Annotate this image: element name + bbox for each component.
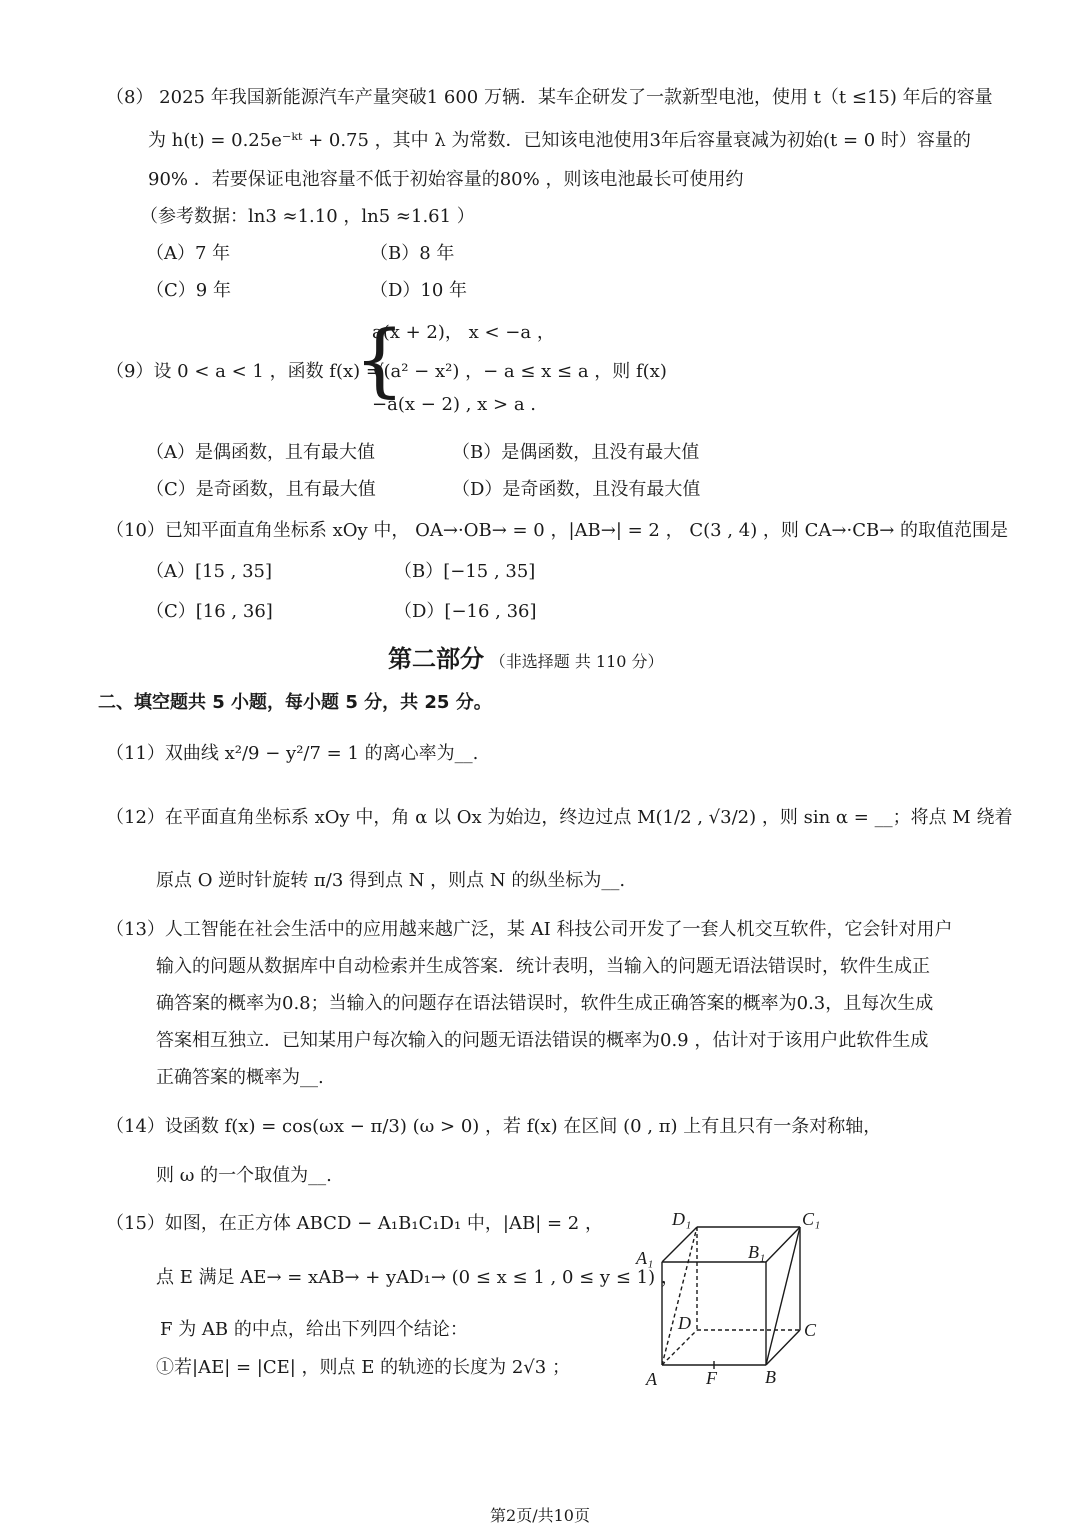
q9-option-a: （A）是偶函数，且有最大值 bbox=[146, 442, 375, 463]
q13-line3: 确答案的概率为0.8；当输入的问题存在语法错误时，软件生成正确答案的概率为0.3，且每次生成 bbox=[156, 993, 934, 1014]
section-heading: 二、填空题共 5 小题，每小题 5 分，共 25 分。 bbox=[98, 692, 492, 713]
label-b1: B₁ bbox=[748, 1242, 766, 1262]
q10-option-b: （B）[−15 , 35] bbox=[394, 561, 536, 582]
label-c1: C₁ bbox=[802, 1209, 821, 1229]
q10-option-d: （D）[−16 , 36] bbox=[394, 601, 537, 622]
part2-subtitle: （非选择题 共 110 分） bbox=[489, 652, 664, 671]
label-b: B bbox=[765, 1367, 776, 1387]
q9-prefix: （9）设 0 < a < 1 ，函数 f(x) = bbox=[106, 361, 381, 382]
hidden-edge-a-d bbox=[662, 1330, 697, 1365]
part2-heading bbox=[388, 644, 664, 677]
q8-line2: 为 h(t) = 0.25e⁻ᵏᵗ + 0.75 ，其中 λ 为常数．已知该电池使用3年后容量衰减为初始(t = 0 时）容量的 bbox=[148, 130, 971, 151]
label-d1: D₁ bbox=[672, 1209, 692, 1229]
edge-b1-c1 bbox=[766, 1227, 800, 1262]
q9-case2: √(a² − x²) ，− a ≤ x ≤ a ，则 f(x) bbox=[372, 361, 667, 382]
q12-line1: （12）在平面直角坐标系 xOy 中，角 α 以 Ox 为始边，终边过点 M(1/2 , √3/2) ，则 sin α = __；将点 M 绕着 bbox=[106, 807, 1013, 828]
edge-b-c bbox=[766, 1330, 800, 1365]
label-a1: A₁ bbox=[636, 1248, 654, 1268]
q9-option-b: （B）是偶函数，且没有最大值 bbox=[452, 442, 700, 463]
q10-option-a: （A）[15 , 35] bbox=[146, 561, 273, 582]
q15-line2: 点 E 满足 AE→ = xAB→ + yAD₁→ (0 ≤ x ≤ 1 , 0 ≤ y ≤ 1) ， bbox=[156, 1267, 679, 1288]
q8-line1: （8） 2025 年我国新能源汽车产量突破1 600 万辆．某车企研发了一款新型电池，使用 t（t ≤15) 年后的容量 bbox=[106, 87, 993, 108]
edge-a1-d1 bbox=[662, 1227, 697, 1262]
q13-line1: （13）人工智能在社会生活中的应用越来越广泛，某 AI 科技公司开发了一套人机交互软件，它会针对用户 bbox=[106, 919, 953, 940]
part2-title: 第二部分 bbox=[388, 645, 484, 673]
q12-line2: 原点 O 逆时针旋转 π/3 得到点 N ，则点 N 的纵坐标为__. bbox=[156, 870, 626, 891]
page-number: 第2页/共10页 bbox=[490, 1506, 590, 1525]
q15-line4: ①若|AE| = |CE| ，则点 E 的轨迹的长度为 2√3 ； bbox=[156, 1357, 570, 1378]
q11-stem: （11）双曲线 x²/9 − y²/7 = 1 的离心率为__. bbox=[106, 743, 479, 764]
piecewise-brace: { bbox=[354, 313, 405, 406]
q8-reference-data: （参考数据：ln3 ≈1.10 ，ln5 ≈1.61 ） bbox=[140, 206, 475, 227]
q9-case3: −a(x − 2) , x > a . bbox=[372, 394, 537, 415]
hidden-diagonal-a-d1 bbox=[662, 1227, 697, 1365]
q8-option-d: （D）10 年 bbox=[370, 280, 468, 301]
q13-line4: 答案相互独立．已知某用户每次输入的问题无语法错误的概率为0.9 ，估计对于该用户此软件生成 bbox=[156, 1030, 929, 1051]
label-d: D bbox=[678, 1313, 691, 1333]
q8-option-c: （C）9 年 bbox=[146, 280, 231, 301]
q15-line3: F 为 AB 的中点，给出下列四个结论： bbox=[160, 1319, 468, 1340]
q10-option-c: （C）[16 , 36] bbox=[146, 601, 273, 622]
q13-line2: 输入的问题从数据库中自动检索并生成答案．统计表明，当输入的问题无语法错误时，软件生成正 bbox=[156, 956, 930, 977]
q14-line1: （14）设函数 f(x) = cos(ωx − π/3) (ω > 0) ，若 f(x) 在区间 (0 , π) 上有且只有一条对称轴， bbox=[106, 1116, 882, 1137]
diagonal-b-c1 bbox=[766, 1227, 800, 1365]
q8-line3: 90% ．若要保证电池容量不低于初始容量的80% ，则该电池最长可使用约 bbox=[148, 169, 744, 190]
label-f: F bbox=[706, 1368, 717, 1388]
cube-figure bbox=[630, 1205, 830, 1395]
q14-line2: 则 ω 的一个取值为__. bbox=[156, 1165, 332, 1186]
q9-option-c: （C）是奇函数，且有最大值 bbox=[146, 479, 376, 500]
q8-option-a: （A）7 年 bbox=[146, 243, 231, 264]
q13-line5: 正确答案的概率为__. bbox=[156, 1067, 324, 1088]
label-c: C bbox=[804, 1320, 817, 1340]
q9-case1: a(x + 2)， x < −a ， bbox=[372, 322, 555, 343]
q15-line1: （15）如图，在正方体 ABCD − A₁B₁C₁D₁ 中，|AB| = 2 ， bbox=[106, 1213, 603, 1234]
q10-stem: （10）已知平面直角坐标系 xOy 中， OA→·OB→ = 0 ，|AB→| = 2 ， C(3 , 4) ，则 CA→·CB→ 的取值范围是 bbox=[106, 520, 1009, 541]
q9-option-d: （D）是奇函数，且没有最大值 bbox=[452, 479, 701, 500]
q8-option-b: （B）8 年 bbox=[370, 243, 455, 264]
label-a: A bbox=[646, 1369, 657, 1389]
